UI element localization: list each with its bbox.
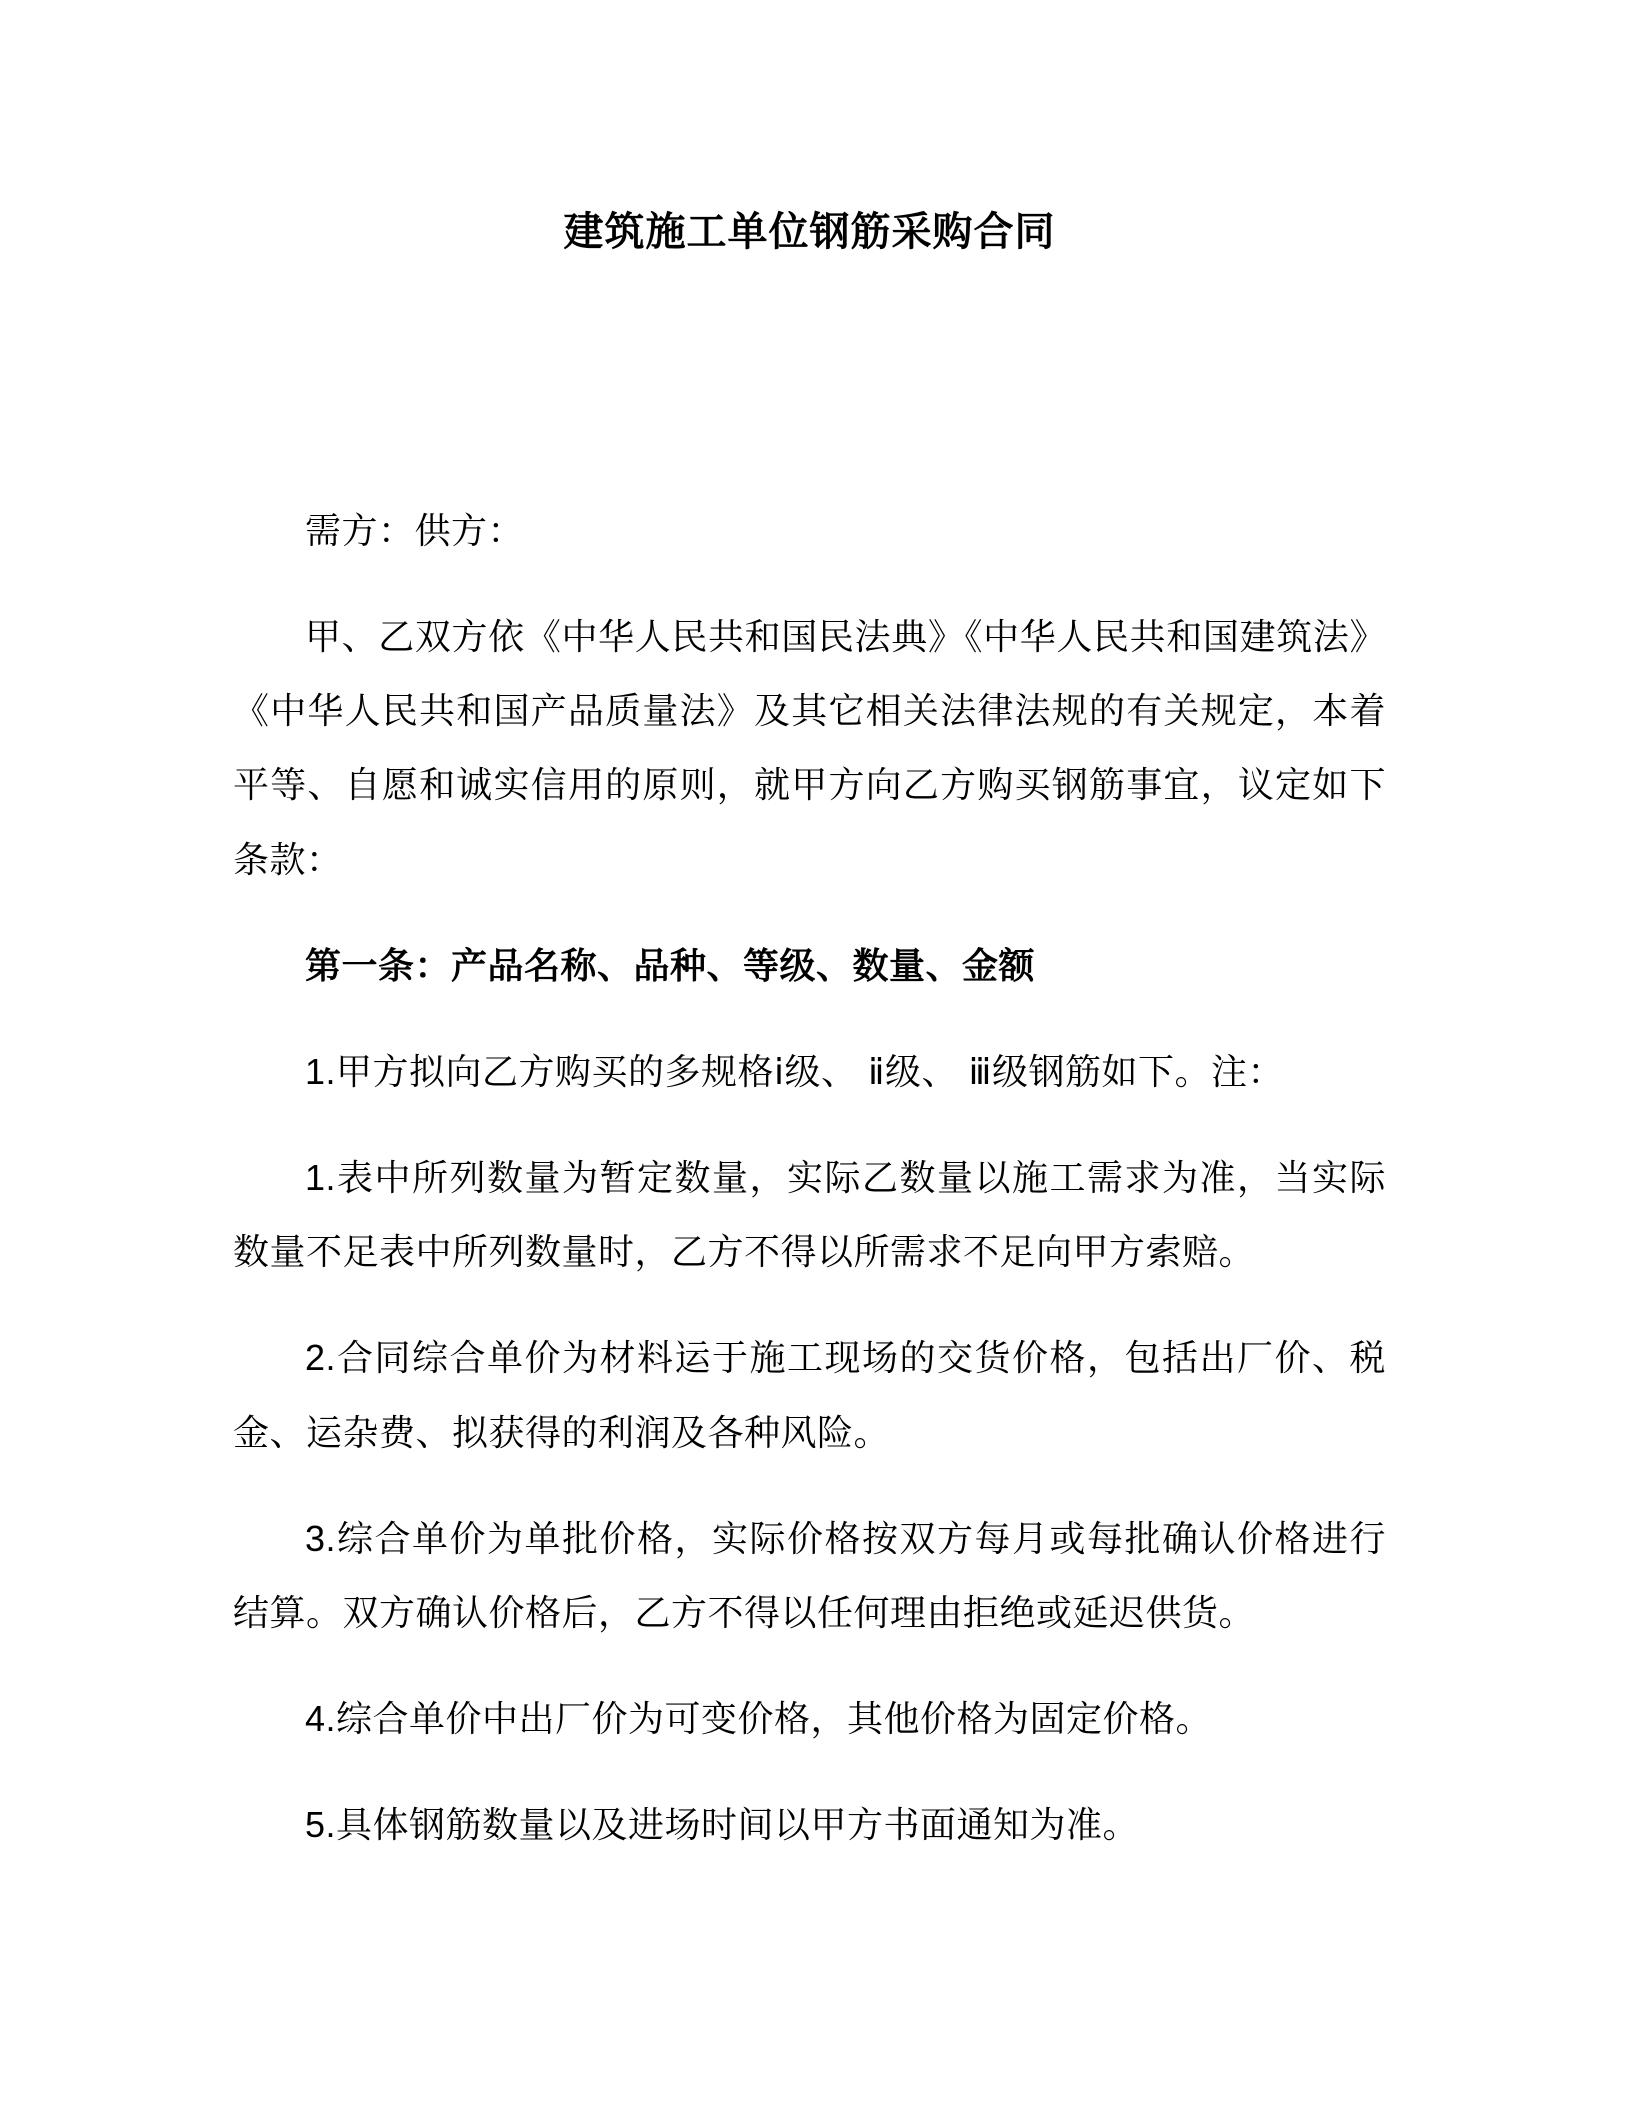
document-body	[233, 494, 1386, 1862]
paragraph-note-4: 4.综合单价中出厂价为可变价格，其他价格为固定价格。	[305, 1698, 1213, 1740]
paragraph-note-3: 3.综合单价为单批价格，实际价格按双方每月或每批确认价格进行结算。双方确认价格后，乙方不得以任何理由拒绝或延迟供货。	[233, 1517, 1386, 1633]
paragraph-clause-1-item-1: 1.甲方拟向乙方购买的多规格ⅰ级、 ⅱ级、 ⅲ级钢筋如下。注：	[305, 1050, 1284, 1092]
paragraph-preamble: 甲、乙双方依《中华人民共和国民法典》《中华人民共和国建筑法》《中华人民共和国产品质量法》及其它相关法律法规的有关规定，本着平等、自愿和诚实信用的原则，就甲方向乙方购买钢筋事宜，议定如下条款：	[233, 616, 1386, 880]
paragraph-clause-1-heading: 第一条：产品名称、品种、等级、数量、金额	[305, 944, 1036, 986]
document-title: 建筑施工单位钢筋采购合同	[563, 210, 1056, 254]
paragraph-note-2: 2.合同综合单价为材料运于施工现场的交货价格，包括出厂价、税金、运杂费、拟获得的利润及各种风险。	[233, 1337, 1386, 1453]
paragraph-parties: 需方：供方：	[305, 510, 525, 551]
paragraph-note-1: 1.表中所列数量为暂定数量，实际乙数量以施工需求为准，当实际数量不足表中所列数量时，乙方不得以所需求不足向甲方索赔。	[233, 1157, 1386, 1273]
paragraph-note-5: 5.具体钢筋数量以及进场时间以甲方书面通知为准。	[305, 1804, 1140, 1846]
